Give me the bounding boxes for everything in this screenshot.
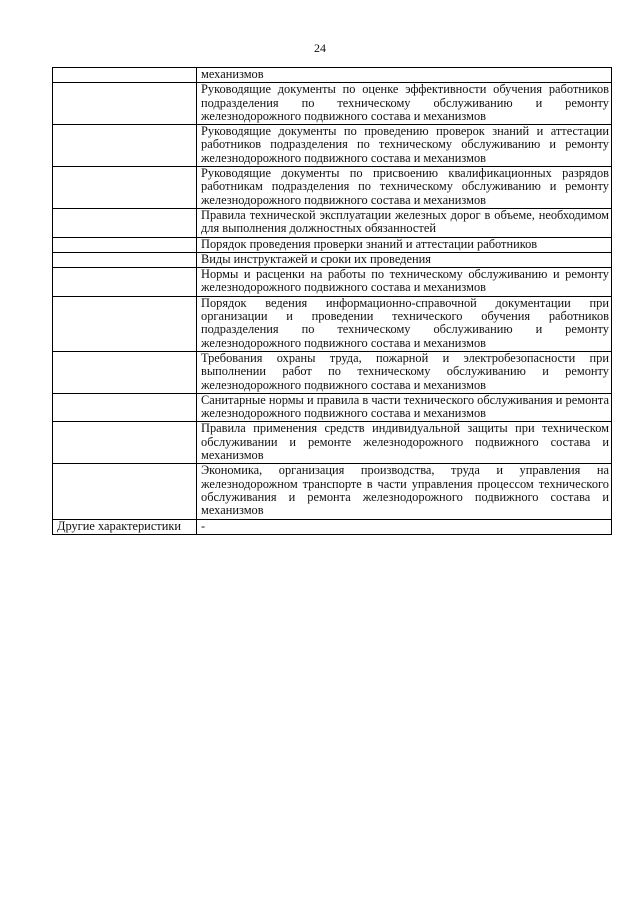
requirements-table <box>52 67 612 535</box>
table-row <box>53 125 612 167</box>
section-label-cell <box>53 208 197 237</box>
knowledge-item: Виды инструктажей и сроки их проведения <box>197 252 612 267</box>
knowledge-item: Требования охраны труда, пожарной и электробезопасности при выполнении работ по техническому обслуживанию и ремонту железнодорожного подвижного состава и механизмов <box>197 351 612 393</box>
table-row <box>53 208 612 237</box>
table-row <box>53 351 612 393</box>
knowledge-item: Порядок ведения информационно-справочной документации при организации и проведении технического обучения работников подразделения по техническому обслуживанию и ремонту железнодорожного подвижного состава и механизмов <box>197 296 612 351</box>
section-label-cell <box>53 464 197 519</box>
knowledge-item: Порядок проведения проверки знаний и аттестации работников <box>197 237 612 252</box>
other-characteristics-label: Другие характеристики <box>53 519 197 534</box>
table-row <box>53 68 612 83</box>
page-number: 24 <box>314 41 326 55</box>
section-label-cell <box>53 252 197 267</box>
knowledge-item: Санитарные нормы и правила в части технического обслуживания и ремонта железнодорожного подвижного состава и механизмов <box>197 393 612 422</box>
table-row <box>53 464 612 519</box>
section-label-cell <box>53 237 197 252</box>
section-label-cell <box>53 393 197 422</box>
knowledge-item: механизмов <box>197 68 612 83</box>
table-row <box>53 268 612 297</box>
knowledge-item: Правила применения средств индивидуальной защиты при техническом обслуживании и ремонте железнодорожного подвижного состава и механизмов <box>197 422 612 464</box>
table-row <box>53 167 612 209</box>
knowledge-item: Экономика, организация производства, труда и управления на железнодорожном транспорте в части управления процессом технического обслуживания и ремонта железнодорожного подвижного состава и механизмов <box>197 464 612 519</box>
table-row <box>53 252 612 267</box>
other-characteristics-value: - <box>197 519 612 534</box>
section-label-cell <box>53 83 197 125</box>
section-label-cell <box>53 296 197 351</box>
table-row <box>53 296 612 351</box>
section-label-cell <box>53 268 197 297</box>
section-label-cell <box>53 167 197 209</box>
other-characteristics-row <box>53 519 612 534</box>
section-label-cell <box>53 68 197 83</box>
knowledge-item: Правила технической эксплуатации железных дорог в объеме, необходимом для выполнения должностных обязанностей <box>197 208 612 237</box>
section-label-cell <box>53 351 197 393</box>
knowledge-item: Нормы и расценки на работы по техническому обслуживанию и ремонту железнодорожного подвижного состава и механизмов <box>197 268 612 297</box>
knowledge-item: Руководящие документы по проведению проверок знаний и аттестации работников подразделения по техническому обслуживанию и ремонту железнодорожного подвижного состава и механизмов <box>197 125 612 167</box>
table-row <box>53 237 612 252</box>
knowledge-item: Руководящие документы по оценке эффективности обучения работников подразделения по техническому обслуживанию и ремонту железнодорожного подвижного состава и механизмов <box>197 83 612 125</box>
knowledge-item: Руководящие документы по присвоению квалификационных разрядов работникам подразделения по техническому обслуживанию и ремонту железнодорожного подвижного состава и механизмов <box>197 167 612 209</box>
table-row <box>53 393 612 422</box>
table-row <box>53 422 612 464</box>
section-label-cell <box>53 125 197 167</box>
table-row <box>53 83 612 125</box>
section-label-cell <box>53 422 197 464</box>
